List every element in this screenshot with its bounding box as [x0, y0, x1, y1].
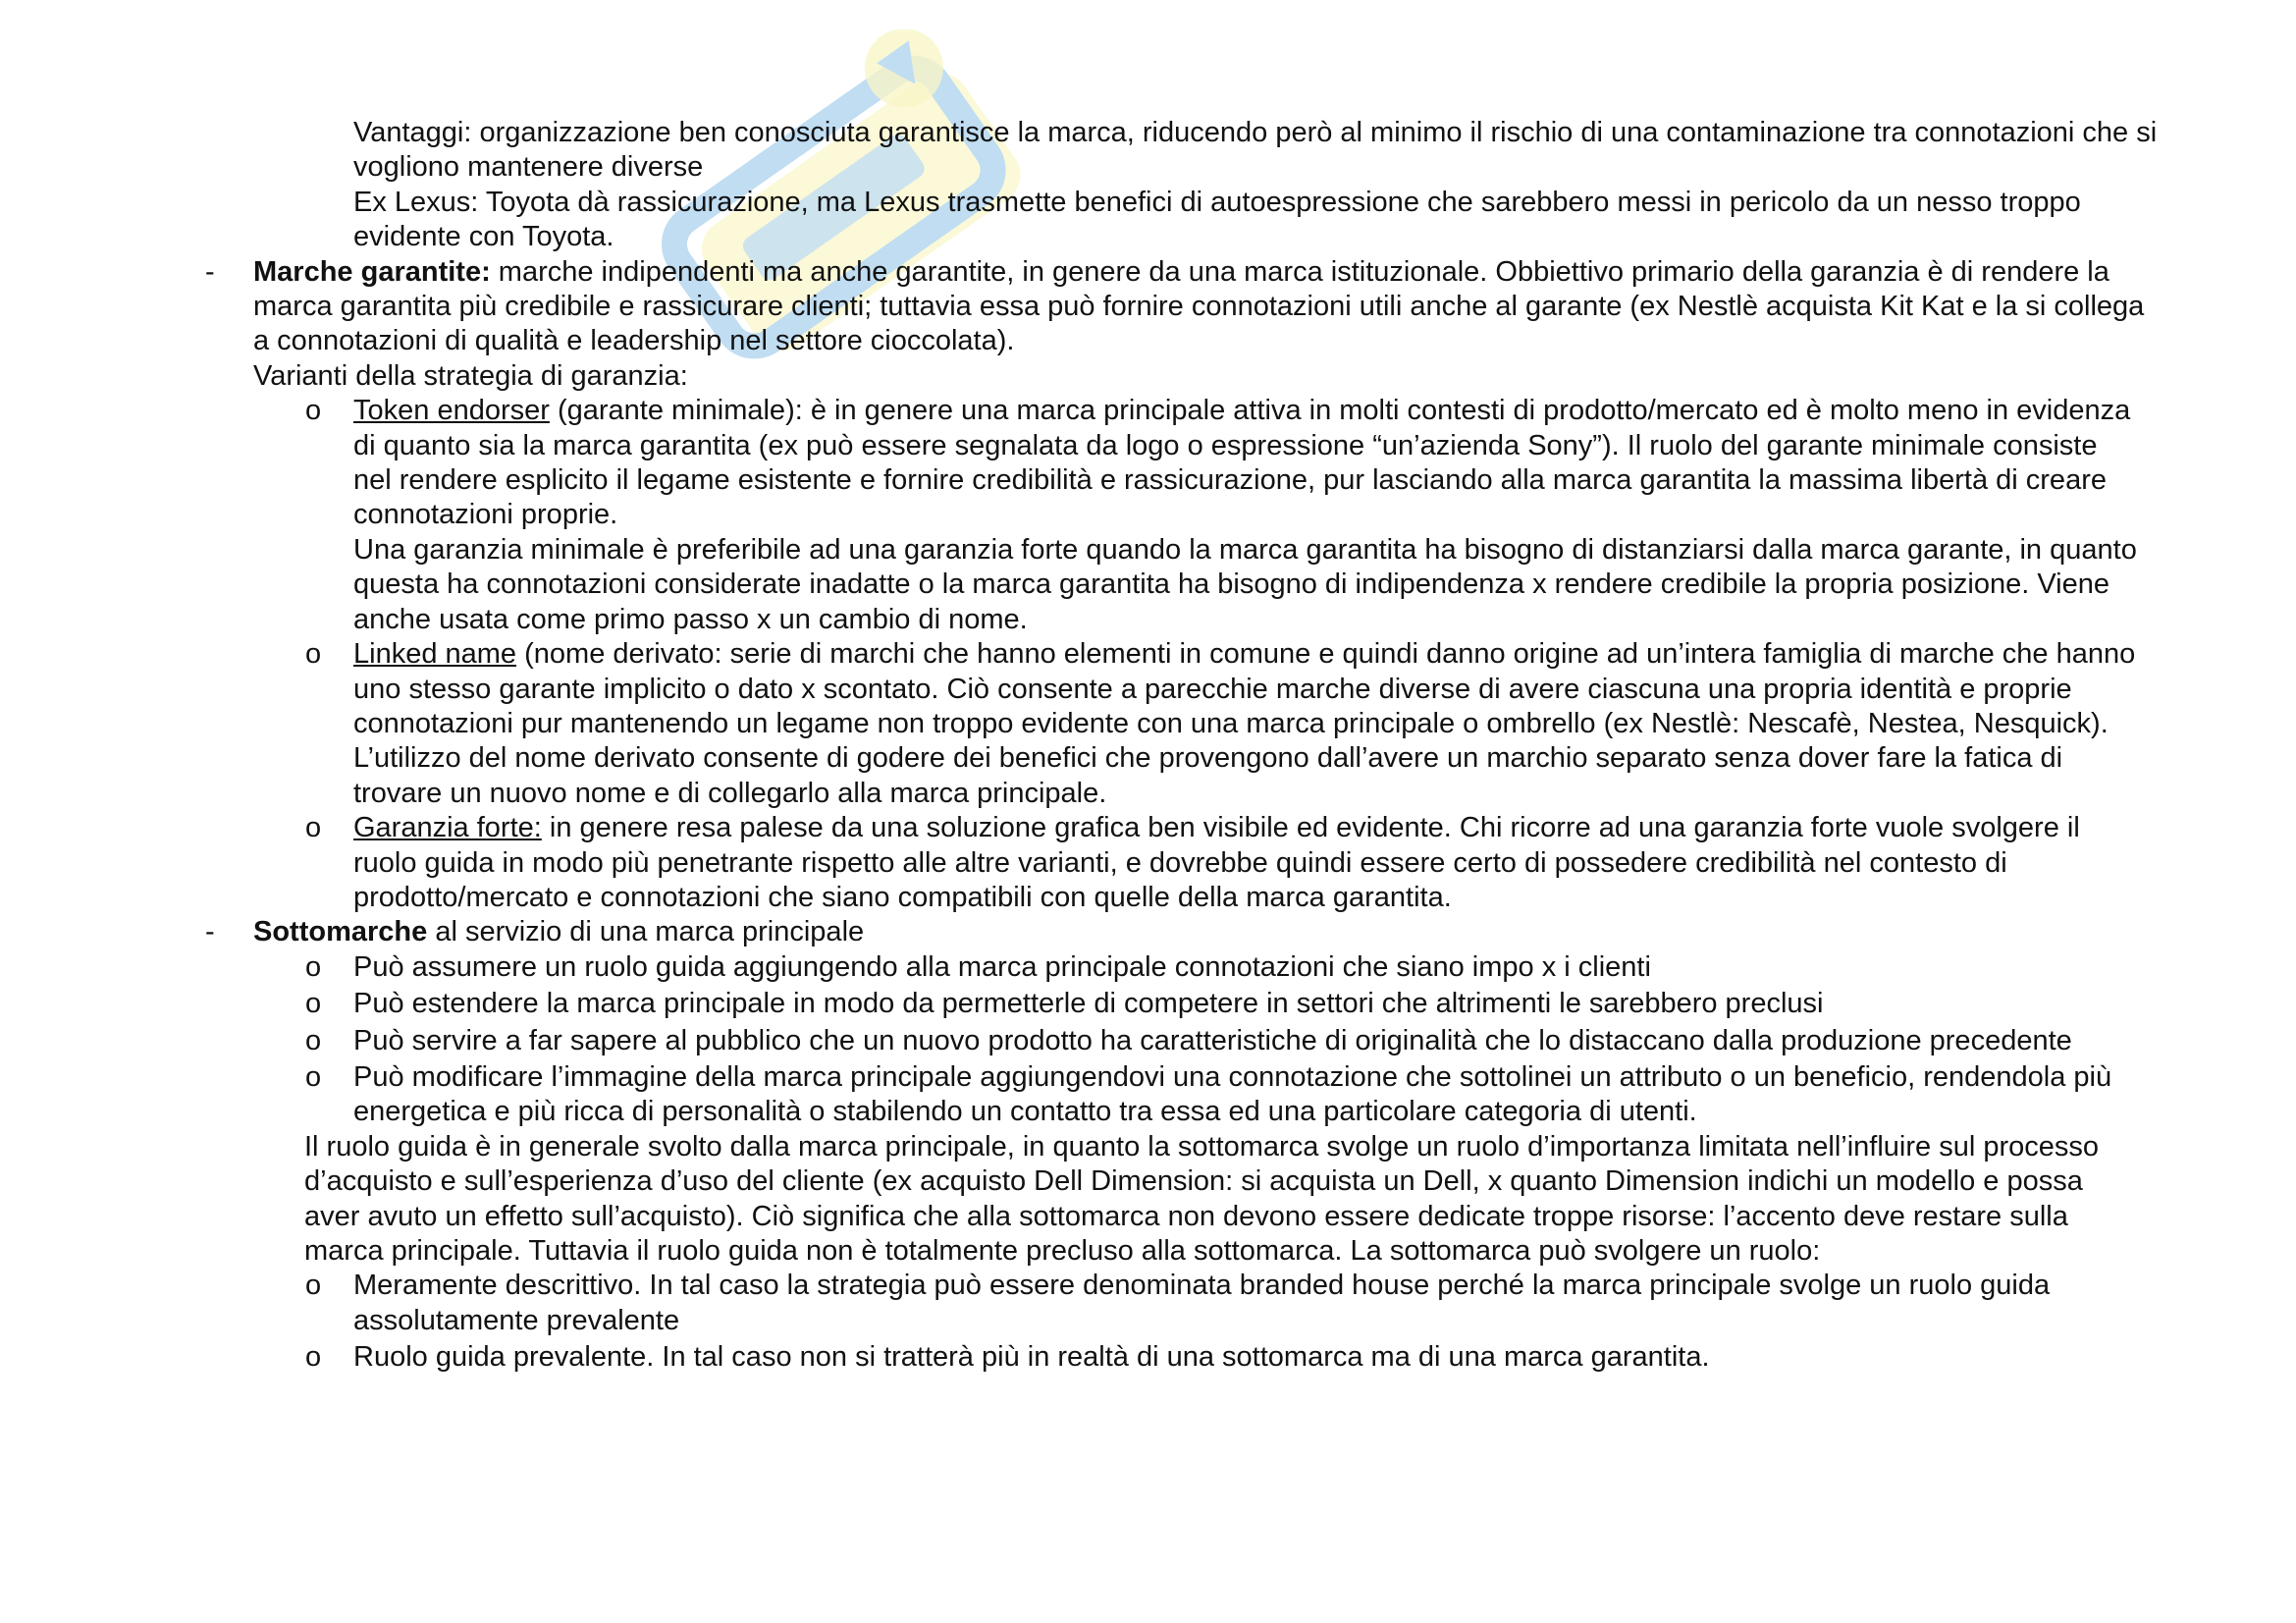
o-bullet: o — [305, 950, 322, 983]
o-bullet: o — [305, 1024, 322, 1056]
o-bullet: o — [305, 1341, 322, 1374]
sottomarche-item-text: Può estendere la marca principale in modo da permetterle di competere in settori che altrimenti le sarebbero preclusi — [353, 988, 1824, 1020]
document-body — [0, 116, 2296, 1376]
sottomarche-item-text: Può modificare l’immagine della marca principale aggiungendovi una connotazione che sottolinei un attributo o un beneficio, rendendola più energetica e più ricca di personalità o stabilendo un contatto tra essa ed una particolare categoria di utenti. — [353, 1060, 2112, 1128]
o-bullet: o — [305, 1060, 322, 1093]
term-linked-name: Linked name — [353, 638, 517, 671]
term-token-endorser: Token endorser — [353, 395, 550, 427]
o-bullet: o — [305, 1270, 322, 1302]
list-item — [0, 987, 2140, 1021]
section-sottomarche — [0, 915, 2148, 949]
token-endorser-extra: Una garanzia minimale è preferibile ad una garanzia forte quando la marca garantita ha bisogno di distanziarsi dalla marca garante, in quanto questa ha connotazioni considerate inadatte o la marca garantita ha bisogno di indipendenza x rendere credibile la propria posizione. Viene anche usata come primo passo x un cambio di nome. — [353, 533, 2137, 635]
varianti-heading: Varianti della strategia di garanzia: — [253, 359, 688, 392]
linked-name-extra: L’utilizzo del nome derivato consente di godere dei benefici che provengono dall’avere un marchio separato senza dover fare la fatica di trovare un nuovo nome e di collegarlo alla marca principale. — [353, 742, 2063, 809]
token-endorser-text: (garante minimale): è in genere una marca principale attiva in molti contesti di prodotto/mercato ed è molto meno in evidenza di quanto sia la marca garantita (ex può essere segnalata da logo o espressione “un’azienda Sony”). Il ruolo del garante minimale consiste nel rendere esplicito il legame esistente e fornire credibilità e rassicurazione, pur lasciando alla marca garantita la massima libertà di creare connotazioni proprie. — [353, 395, 2131, 531]
dash-bullet: - — [205, 255, 215, 288]
o-bullet: o — [305, 988, 322, 1020]
sottomarche-text: al servizio di una marca principale — [427, 916, 865, 948]
intro-vantaggi: Vantaggi: organizzazione ben conosciuta garantisce la marca, riducendo però al minimo il rischio di una contaminazione tra connotazioni che si vogliono mantenere diverse — [353, 117, 2158, 184]
sottomarche-item-text: Può assumere un ruolo guida aggiungendo alla marca principale connotazioni che siano impo x i clienti — [353, 950, 1651, 983]
list-item-garanzia-forte — [0, 811, 2140, 915]
intro-lexus-example: Ex Lexus: Toyota dà rassicurazione, ma Lexus trasmette benefici di autoespressione che sarebbero messi in pericolo da un nesso troppo evidente con Toyota. — [353, 186, 2081, 253]
section-marche-garantite — [0, 255, 2148, 395]
term-garanzia-forte: Garanzia forte: — [353, 812, 542, 844]
list-item — [0, 1340, 2140, 1375]
sottomarche-item-text: Può servire a far sapere al pubblico che un nuovo prodotto ha caratteristiche di originalità che lo distaccano dalla produzione precedente — [353, 1024, 2072, 1056]
sottomarche-paragraph: Il ruolo guida è in generale svolto dalla marca principale, in quanto la sottomarca svolge un ruolo d’importanza limitata nell’influire sul processo d’acquisto e sull’esperienza d’uso del cliente (ex acquisto Dell Dimension: si acquista un Dell, x quanto Dimension indichi un modello e possa aver avuto un effetto sull’acquisto). Ciò significa che alla sottomarca non devono essere dedicate troppe risorse: l’accento deve restare sulla marca principale. Tuttavia il ruolo guida non è totalmente precluso alla sottomarca. La sottomarca può svolgere un ruolo: — [304, 1130, 2099, 1267]
list-item-linked-name — [0, 637, 2140, 811]
o-bullet: o — [305, 395, 322, 427]
sottomarche-title: Sottomarche — [253, 916, 428, 948]
list-item — [0, 1060, 2140, 1130]
o-bullet: o — [305, 812, 322, 844]
marche-garantite-title: Marche garantite: — [253, 255, 491, 288]
linked-name-text: (nome derivato: serie di marchi che hanno elementi in comune e quindi danno origine ad un’intera famiglia di marche che hanno uno stesso garante implicito o dato x scontato. Ciò consente a parecchie marche diverse di avere ciascuna una propria identità e proprie connotazioni pur mantenendo un legame non troppo evidente con una marca principale o ombrello (ex Nestlè: Nescafè, Nestea, Nesquick). — [353, 638, 2136, 739]
list-item — [0, 950, 2140, 985]
role-text: Ruolo guida prevalente. In tal caso non si tratterà più in realtà di una sottomarca ma di una marca garantita. — [353, 1341, 1710, 1374]
o-bullet: o — [305, 638, 322, 671]
list-item — [0, 1024, 2140, 1058]
list-item — [0, 1269, 2140, 1338]
garanzia-forte-text: in genere resa palese da una soluzione grafica ben visibile ed evidente. Chi ricorre ad una garanzia forte vuole svolgere il ruolo guida in modo più penetrante rispetto alle altre varianti, e dovrebbe quindi essere certo di possedere credibilità nel contesto di prodotto/mercato e connotazioni che siano compatibili con quelle della marca garantita. — [353, 812, 2080, 913]
role-text: Meramente descrittivo. In tal caso la strategia può essere denominata branded house perché la marca principale svolge un ruolo guida assolutamente prevalente — [353, 1270, 2051, 1336]
list-item-token-endorser — [0, 394, 2140, 637]
marche-garantite-text: marche indipendenti ma anche garantite, in genere da una marca istituzionale. Obbiettivo primario della garanzia è di rendere la marca garantita più credibile e rassicurare clienti; tuttavia essa può fornire connotazioni utili anche al garante (ex Nestlè acquista Kit Kat e la si collega a connotazioni di qualità e leadership nel settore cioccolata). — [253, 255, 2145, 357]
dash-bullet: - — [205, 916, 215, 948]
